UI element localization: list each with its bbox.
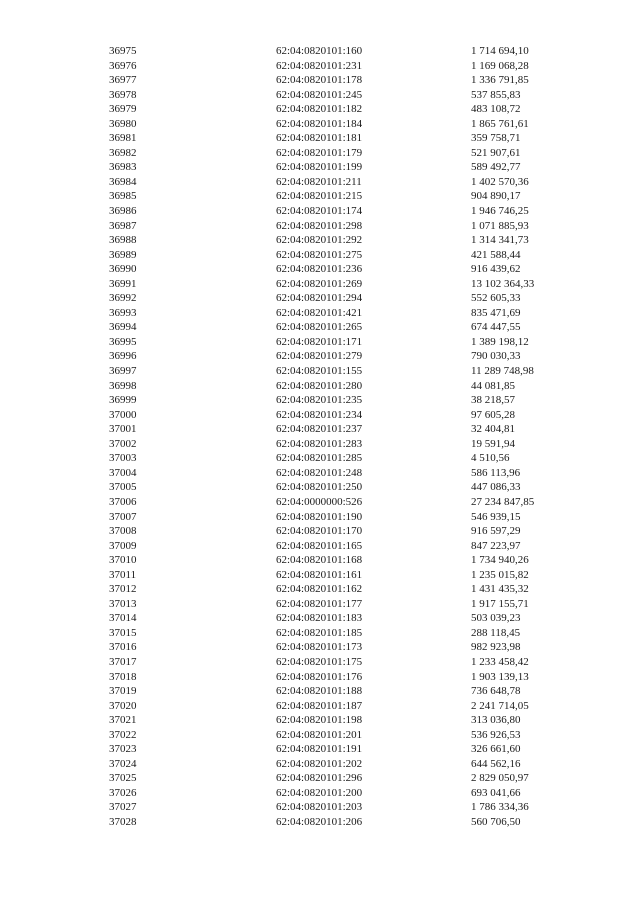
row-number: 36984 xyxy=(109,175,137,188)
table-row xyxy=(0,422,640,437)
cadastral-number: 62:04:0820101:298 xyxy=(276,219,363,232)
cadastral-value: 483 108,72 xyxy=(471,103,521,116)
cadastral-number: 62:04:0820101:177 xyxy=(276,597,363,610)
table-row xyxy=(0,539,640,554)
table-row xyxy=(0,495,640,510)
cadastral-number: 62:04:0820101:292 xyxy=(276,234,363,247)
cadastral-number: 62:04:0820101:206 xyxy=(276,815,363,828)
row-number: 36987 xyxy=(109,219,137,232)
cadastral-number: 62:04:0820101:211 xyxy=(276,175,362,188)
cadastral-value: 1 402 570,36 xyxy=(471,175,529,188)
table-row xyxy=(0,728,640,743)
row-number: 37028 xyxy=(109,815,137,828)
table-row xyxy=(0,233,640,248)
cadastral-value: 537 855,83 xyxy=(471,88,521,101)
table-row xyxy=(0,786,640,801)
cadastral-value: 1 233 458,42 xyxy=(471,655,529,668)
cadastral-value: 19 591,94 xyxy=(471,437,515,450)
row-number: 37011 xyxy=(109,568,137,581)
cadastral-number: 62:04:0820101:275 xyxy=(276,248,363,261)
cadastral-value: 44 081,85 xyxy=(471,379,515,392)
cadastral-number: 62:04:0820101:175 xyxy=(276,655,363,668)
cadastral-number: 62:04:0820101:215 xyxy=(276,190,363,203)
cadastral-value: 521 907,61 xyxy=(471,146,521,159)
cadastral-number: 62:04:0820101:235 xyxy=(276,394,363,407)
row-number: 36995 xyxy=(109,335,137,348)
cadastral-number: 62:04:0820101:202 xyxy=(276,757,363,770)
row-number: 37018 xyxy=(109,670,137,683)
cadastral-number: 62:04:0820101:168 xyxy=(276,554,363,567)
cadastral-value: 359 758,71 xyxy=(471,132,521,145)
row-number: 36998 xyxy=(109,379,137,392)
cadastral-value: 1 235 015,82 xyxy=(471,568,529,581)
table-row xyxy=(0,742,640,757)
cadastral-number: 62:04:0820101:231 xyxy=(276,59,363,72)
cadastral-value: 288 118,45 xyxy=(471,626,521,639)
cadastral-value: 11 289 748,98 xyxy=(471,365,534,378)
cadastral-number: 62:04:0820101:183 xyxy=(276,612,363,625)
table-row xyxy=(0,175,640,190)
table-row xyxy=(0,713,640,728)
row-number: 37025 xyxy=(109,772,137,785)
table-row xyxy=(0,335,640,350)
cadastral-number: 62:04:0820101:283 xyxy=(276,437,363,450)
row-number: 37005 xyxy=(109,481,137,494)
cadastral-value: 1 169 068,28 xyxy=(471,59,529,72)
cadastral-number: 62:04:0820101:294 xyxy=(276,292,363,305)
table-row xyxy=(0,655,640,670)
cadastral-number: 62:04:0820101:280 xyxy=(276,379,363,392)
table-row xyxy=(0,626,640,641)
cadastral-value: 1 865 761,61 xyxy=(471,117,529,130)
table-row xyxy=(0,117,640,132)
row-number: 37012 xyxy=(109,583,137,596)
table-row xyxy=(0,408,640,423)
table-row xyxy=(0,102,640,117)
table-row xyxy=(0,219,640,234)
cadastral-number: 62:04:0820101:176 xyxy=(276,670,363,683)
cadastral-value: 313 036,80 xyxy=(471,714,521,727)
table-row xyxy=(0,553,640,568)
row-number: 37020 xyxy=(109,699,137,712)
cadastral-number: 62:04:0820101:421 xyxy=(276,306,363,319)
row-number: 37003 xyxy=(109,452,137,465)
cadastral-value: 97 605,28 xyxy=(471,408,515,421)
table-row xyxy=(0,466,640,481)
cadastral-value: 674 447,55 xyxy=(471,321,521,334)
cadastral-value: 847 223,97 xyxy=(471,539,521,552)
cadastral-number: 62:04:0820101:245 xyxy=(276,88,363,101)
row-number: 36989 xyxy=(109,248,137,261)
row-number: 36981 xyxy=(109,132,137,145)
cadastral-value: 13 102 364,33 xyxy=(471,277,535,290)
cadastral-number: 62:04:0820101:248 xyxy=(276,466,363,479)
row-number: 37026 xyxy=(109,786,137,799)
table-row xyxy=(0,160,640,175)
table-row xyxy=(0,277,640,292)
table-row xyxy=(0,524,640,539)
cadastral-number: 62:04:0820101:161 xyxy=(276,568,363,581)
row-number: 37006 xyxy=(109,495,137,508)
row-number: 37023 xyxy=(109,743,137,756)
cadastral-number: 62:04:0820101:265 xyxy=(276,321,363,334)
row-number: 37004 xyxy=(109,466,137,479)
cadastral-number: 62:04:0820101:188 xyxy=(276,685,363,698)
cadastral-value: 546 939,15 xyxy=(471,510,521,523)
cadastral-value: 916 597,29 xyxy=(471,525,521,538)
row-number: 36986 xyxy=(109,205,137,218)
cadastral-value: 4 510,56 xyxy=(471,452,510,465)
cadastral-value: 1 946 746,25 xyxy=(471,205,529,218)
cadastral-value: 790 030,33 xyxy=(471,350,521,363)
row-number: 36985 xyxy=(109,190,137,203)
cadastral-value: 560 706,50 xyxy=(471,815,521,828)
cadastral-number: 62:04:0820101:234 xyxy=(276,408,363,421)
table-row xyxy=(0,611,640,626)
cadastral-number: 62:04:0820101:165 xyxy=(276,539,363,552)
cadastral-value: 835 471,69 xyxy=(471,306,521,319)
row-number: 37014 xyxy=(109,612,137,625)
cadastral-number: 62:04:0820101:198 xyxy=(276,714,363,727)
cadastral-number: 62:04:0820101:296 xyxy=(276,772,363,785)
cadastral-value: 27 234 847,85 xyxy=(471,495,535,508)
table-row xyxy=(0,131,640,146)
row-number: 36992 xyxy=(109,292,137,305)
cadastral-number: 62:04:0820101:162 xyxy=(276,583,363,596)
cadastral-value: 693 041,66 xyxy=(471,786,521,799)
cadastral-number: 62:04:0820101:236 xyxy=(276,263,363,276)
row-number: 37010 xyxy=(109,554,137,567)
cadastral-value: 1 714 694,10 xyxy=(471,45,529,57)
cadastral-value: 447 086,33 xyxy=(471,481,521,494)
row-number: 36994 xyxy=(109,321,137,334)
row-number: 36979 xyxy=(109,103,137,116)
cadastral-number: 62:04:0820101:173 xyxy=(276,641,363,654)
row-number: 36991 xyxy=(109,277,137,290)
row-number: 37000 xyxy=(109,408,137,421)
row-number: 36988 xyxy=(109,234,137,247)
cadastral-value: 536 926,53 xyxy=(471,728,521,741)
row-number: 36983 xyxy=(109,161,137,174)
table-row xyxy=(0,640,640,655)
table-row xyxy=(0,684,640,699)
table-row xyxy=(0,437,640,452)
row-number: 37007 xyxy=(109,510,137,523)
row-number: 37002 xyxy=(109,437,137,450)
table-row xyxy=(0,451,640,466)
cadastral-value: 1 314 341,73 xyxy=(471,234,529,247)
cadastral-number: 62:04:0820101:237 xyxy=(276,423,363,436)
table-row xyxy=(0,189,640,204)
table-row xyxy=(0,480,640,495)
table-row xyxy=(0,248,640,263)
row-number: 36980 xyxy=(109,117,137,130)
table-row xyxy=(0,44,640,59)
table-row xyxy=(0,306,640,321)
cadastral-number: 62:04:0820101:200 xyxy=(276,786,363,799)
cadastral-number: 62:04:0820101:190 xyxy=(276,510,363,523)
row-number: 37013 xyxy=(109,597,137,610)
cadastral-number: 62:04:0820101:269 xyxy=(276,277,363,290)
table-row xyxy=(0,393,640,408)
cadastral-number: 62:04:0820101:191 xyxy=(276,743,363,756)
table-row xyxy=(0,59,640,74)
table-row xyxy=(0,510,640,525)
row-number: 36993 xyxy=(109,306,137,319)
row-number: 37024 xyxy=(109,757,137,770)
cadastral-number: 62:04:0820101:201 xyxy=(276,728,363,741)
cadastral-number: 62:04:0820101:170 xyxy=(276,525,363,538)
row-number: 37017 xyxy=(109,655,137,668)
cadastral-number: 62:04:0820101:250 xyxy=(276,481,363,494)
row-number: 36990 xyxy=(109,263,137,276)
row-number: 37027 xyxy=(109,801,137,814)
cadastral-number: 62:04:0820101:199 xyxy=(276,161,363,174)
cadastral-value: 1 917 155,71 xyxy=(471,597,529,610)
cadastral-number: 62:04:0820101:279 xyxy=(276,350,363,363)
table-row xyxy=(0,204,640,219)
cadastral-value: 904 890,17 xyxy=(471,190,521,203)
row-number: 37009 xyxy=(109,539,137,552)
row-number: 36996 xyxy=(109,350,137,363)
table-row xyxy=(0,582,640,597)
cadastral-number: 62:04:0820101:184 xyxy=(276,117,363,130)
table-row xyxy=(0,568,640,583)
cadastral-value: 1 431 435,32 xyxy=(471,583,529,596)
cadastral-value: 982 923,98 xyxy=(471,641,521,654)
row-number: 36975 xyxy=(109,45,137,57)
cadastral-value: 644 562,16 xyxy=(471,757,521,770)
table-row xyxy=(0,262,640,277)
cadastral-value: 1 786 334,36 xyxy=(471,801,529,814)
cadastral-value: 2 829 050,97 xyxy=(471,772,529,785)
cadastral-value: 503 039,23 xyxy=(471,612,521,625)
cadastral-value: 1 903 139,13 xyxy=(471,670,529,683)
cadastral-value: 1 734 940,26 xyxy=(471,554,529,567)
cadastral-number: 62:04:0820101:181 xyxy=(276,132,363,145)
cadastral-value: 736 648,78 xyxy=(471,685,521,698)
cadastral-number: 62:04:0820101:178 xyxy=(276,74,363,87)
table-row xyxy=(0,349,640,364)
table-row xyxy=(0,291,640,306)
row-number: 37015 xyxy=(109,626,137,639)
table-row xyxy=(0,73,640,88)
row-number: 36982 xyxy=(109,146,137,159)
table-row xyxy=(0,771,640,786)
row-number: 36977 xyxy=(109,74,137,87)
table-row xyxy=(0,320,640,335)
table-row xyxy=(0,597,640,612)
row-number: 37022 xyxy=(109,728,137,741)
cadastral-number: 62:04:0820101:187 xyxy=(276,699,363,712)
table-row xyxy=(0,699,640,714)
cadastral-value: 421 588,44 xyxy=(471,248,521,261)
cadastral-value: 916 439,62 xyxy=(471,263,521,276)
cadastral-value: 326 661,60 xyxy=(471,743,521,756)
row-number: 36976 xyxy=(109,59,137,72)
cadastral-value: 1 071 885,93 xyxy=(471,219,529,232)
table-row xyxy=(0,800,640,815)
cadastral-value: 1 389 198,12 xyxy=(471,335,529,348)
row-number: 36999 xyxy=(109,394,137,407)
cadastral-number: 62:04:0820101:171 xyxy=(276,335,363,348)
cadastral-number: 62:04:0000000:526 xyxy=(276,495,363,508)
cadastral-value: 2 241 714,05 xyxy=(471,699,529,712)
table-row xyxy=(0,379,640,394)
cadastral-number: 62:04:0820101:155 xyxy=(276,365,363,378)
table-row xyxy=(0,364,640,379)
cadastral-number: 62:04:0820101:203 xyxy=(276,801,363,814)
cadastral-value: 38 218,57 xyxy=(471,394,515,407)
row-number: 36978 xyxy=(109,88,137,101)
cadastral-number: 62:04:0820101:185 xyxy=(276,626,363,639)
cadastral-number: 62:04:0820101:174 xyxy=(276,205,363,218)
table-row xyxy=(0,757,640,772)
cadastral-value: 32 404,81 xyxy=(471,423,515,436)
row-number: 37001 xyxy=(109,423,137,436)
cadastral-number: 62:04:0820101:285 xyxy=(276,452,363,465)
cadastral-value: 1 336 791,85 xyxy=(471,74,529,87)
row-number: 37021 xyxy=(109,714,137,727)
table-row xyxy=(0,146,640,161)
cadastral-number: 62:04:0820101:160 xyxy=(276,45,363,57)
cadastral-number: 62:04:0820101:182 xyxy=(276,103,363,116)
row-number: 37016 xyxy=(109,641,137,654)
row-number: 37019 xyxy=(109,685,137,698)
cadastral-value: 586 113,96 xyxy=(471,466,521,479)
table-row xyxy=(0,815,640,830)
cadastral-value: 552 605,33 xyxy=(471,292,521,305)
row-number: 36997 xyxy=(109,365,137,378)
cadastral-value-table xyxy=(0,44,640,830)
table-row xyxy=(0,670,640,685)
cadastral-value: 589 492,77 xyxy=(471,161,521,174)
table-row xyxy=(0,88,640,103)
row-number: 37008 xyxy=(109,525,137,538)
cadastral-number: 62:04:0820101:179 xyxy=(276,146,363,159)
